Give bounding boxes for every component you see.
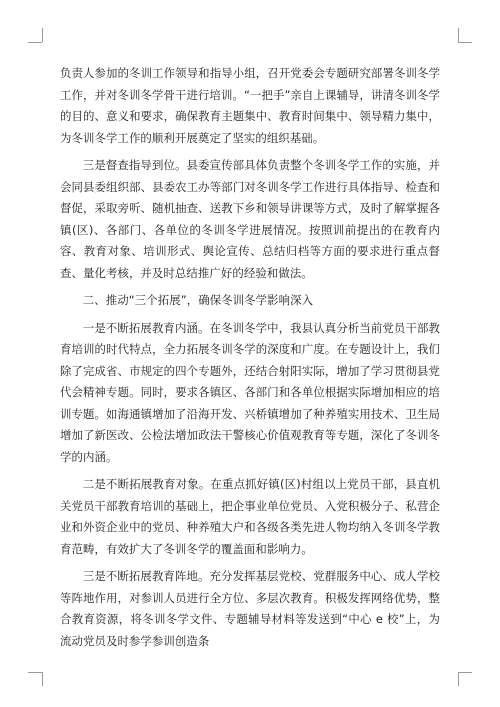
crop-mark-bottom-left-v bbox=[42, 672, 43, 686]
paragraph-supervision: 三是督查指导到位。县委宣传部具体负责整个冬训冬学工作的实施，并会同县委组织部、县委农工办等部门对冬训冬学工作进行具体指导、检查和督促，采取旁听、随机抽查、送教下乡和领导讲课等方式，及时了解掌握各镇(区)、各部门、各单位的冬训冬学进展情况。按照训前提出的在教育内容、教育对象、培训形式、舆论宣传、总结归档等方面的要求进行重点督查、量化考核，并及时总结推广好的经验和做法。 bbox=[60, 158, 440, 280]
crop-mark-top-right-h bbox=[458, 42, 472, 43]
crop-mark-top-left-h bbox=[28, 42, 42, 43]
paragraph-expand-content: 一是不断拓展教育内涵。在冬训冬学中，我县认真分析当前党员干部教育培训的时代特点，全力拓展冬训冬学的深度和广度。在专题设计上，我们除了完成省、市规定的四个专题外，还结合射阳实际，增加了学习贯彻县党代会精神专题。同时，要求各镇区、各部门和各单位根据实际增加相应的培训专题。如海通镇增加了沿海开发、兴桥镇增加了种养殖实用技术、卫生局增加了新医改、公检法增加政法干警核心价值观教育等专题，深化了冬训冬学的内涵。 bbox=[60, 320, 440, 464]
crop-mark-bottom-right-h bbox=[458, 672, 472, 673]
document-body bbox=[60, 63, 440, 658]
crop-mark-top-right-v bbox=[458, 28, 459, 42]
paragraph-expand-objects: 二是不断拓展教育对象。在重点抓好镇(区)村组以上党员干部，县直机关党员干部教育培训的基础上，把企事业单位党员、入党积极分子、私营企业和外资企业中的党员、种养殖大户和各级各类先进人物均纳入冬训冬学教育范畴，有效扩大了冬训冬学的覆盖面和影响力。 bbox=[60, 477, 440, 556]
section-heading-three-expansions: 二、推动“三个拓展”，确保冬训冬学影响深入 bbox=[82, 293, 314, 307]
crop-mark-bottom-left-h bbox=[28, 672, 42, 673]
paragraph-expand-positions: 三是不断拓展教育阵地。充分发挥基层党校、党群服务中心、成人学校等阵地作用，对参训人员进行全方位、多层次教育。积极发挥网络优势，整合教育资源，将冬训冬学文件、专题辅导材料等发送到“中心 e 校”上，为流动党员及时参学参训创造条 bbox=[60, 569, 440, 648]
paragraph-organization-continued: 负责人参加的冬训工作领导和指导小组，召开党委会专题研究部署冬训冬学工作，并对冬训冬学骨干进行培训。“一把手”亲自上课辅导，讲清冬训冬学的目的、意义和要求，确保教育主题集中、教育时间集中、领导精力集中，为冬训冬学工作的顺利开展奠定了坚实的组织基础。 bbox=[60, 66, 440, 145]
crop-mark-bottom-right-v bbox=[458, 672, 459, 686]
crop-mark-top-left-v bbox=[42, 28, 43, 42]
